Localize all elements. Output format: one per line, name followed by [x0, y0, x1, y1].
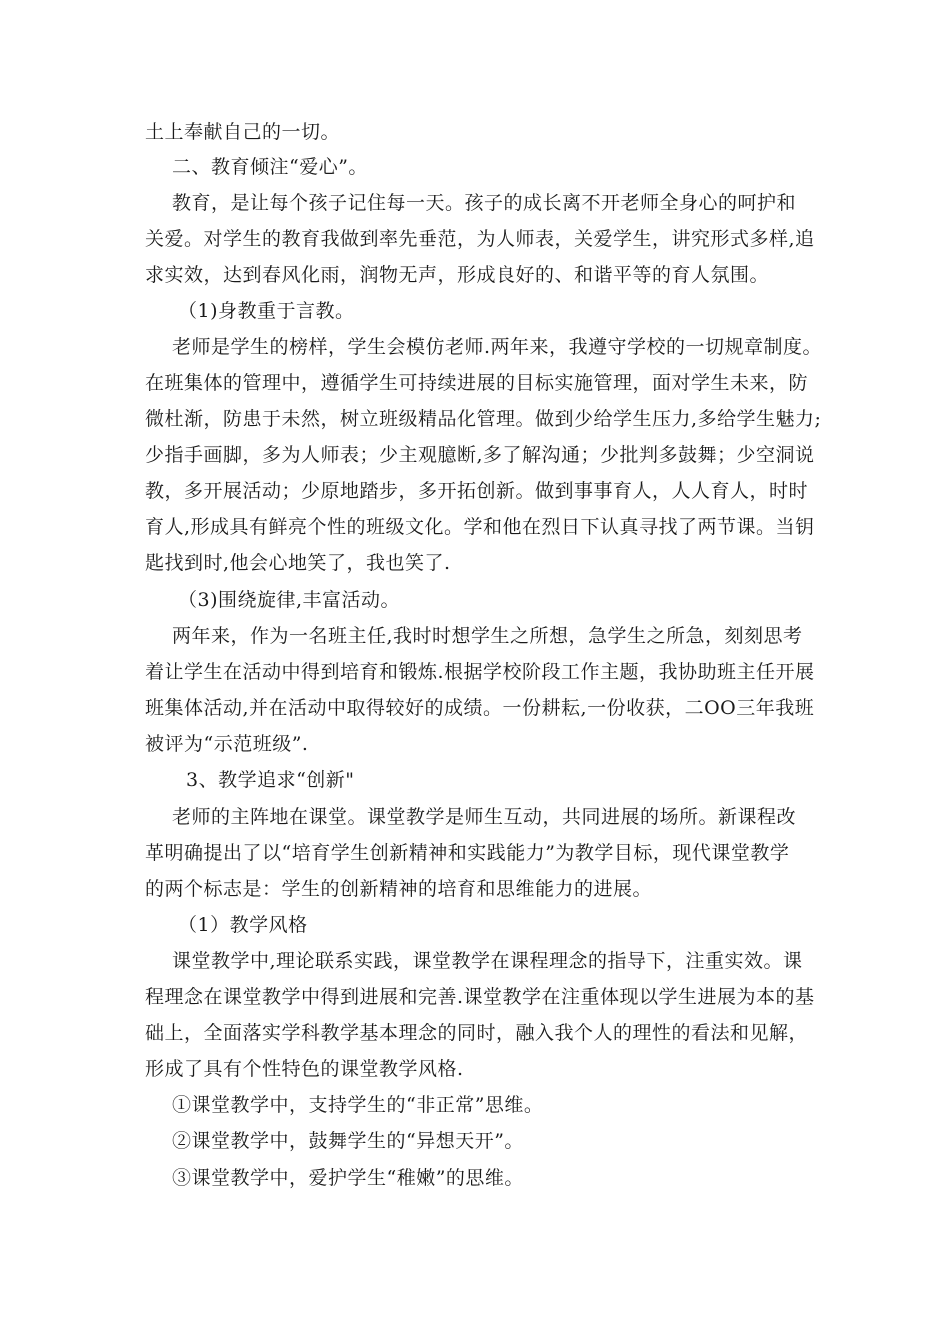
text-line: 教育，是让每个孩子记住每一天。孩子的成长离不开老师全身心的呵护和	[172, 192, 797, 214]
subsection-heading: （3)围绕旋律,丰富活动。	[178, 589, 401, 611]
text-line: 班集体活动,并在活动中取得较好的成绩。一份耕耘,一份收获，二OO三年我班	[145, 697, 815, 719]
text-line: 关爱。对学生的教育我做到率先垂范，为人师表，关爱学生，讲究形式多样,追	[145, 228, 815, 250]
text-line: 微杜渐，防患于未然，树立班级精品化管理。做到少给学生压力,多给学生魅力;	[145, 408, 822, 430]
text-line: 被评为“示范班级”.	[145, 733, 309, 755]
text-line: 革明确提出了以“培育学生创新精神和实践能力”为教学目标，现代课堂教学	[145, 842, 790, 864]
text-line: 教，多开展活动；少原地踏步，多开拓创新。做到事事育人，人人育人，时时	[145, 480, 809, 502]
list-item: ③课堂教学中，爱护学生“稚嫩”的思维。	[172, 1167, 524, 1189]
subsection-heading: （1）教学风格	[178, 914, 308, 936]
section-heading: 3、教学追求“创新"	[186, 769, 355, 791]
text-line: 形成了具有个性特色的课堂教学风格.	[145, 1058, 464, 1080]
text-line: 老师的主阵地在课堂。课堂教学是师生互动，共同进展的场所。新课程改	[172, 806, 797, 828]
text-line: 课堂教学中,理论联系实践，课堂教学在课程理念的指导下，注重实效。课	[172, 950, 803, 972]
text-line: 两年来，作为一名班主任,我时时想学生之所想，急学生之所急，刻刻思考	[172, 625, 803, 647]
text-line: 求实效，达到春风化雨，润物无声，形成良好的、和谐平等的育人氛围。	[145, 264, 770, 286]
subsection-heading: （1)身教重于言教。	[178, 300, 355, 322]
text-line: 的两个标志是：学生的创新精神的培育和思维能力的进展。	[145, 878, 653, 900]
text-line: 育人,形成具有鲜亮个性的班级文化。学和他在烈日下认真寻找了两节课。当钥	[145, 516, 815, 538]
text-line: 在班集体的管理中，遵循学生可持续进展的目标实施管理，面对学生未来，防	[145, 372, 809, 394]
text-line: 少指手画脚，多为人师表；少主观臆断,多了解沟通；少批判多鼓舞；少空洞说	[145, 444, 815, 466]
section-heading: 二、教育倾注“爱心”。	[172, 156, 368, 178]
list-item: ②课堂教学中，鼓舞学生的“异想天开”。	[172, 1130, 524, 1152]
text-line: 匙找到时,他会心地笑了，我也笑了.	[145, 552, 451, 574]
text-line: 土上奉献自己的一切。	[145, 121, 341, 143]
text-line: 础上，全面落实学科教学基本理念的同时，融入我个人的理性的看法和见解，	[145, 1022, 809, 1044]
list-item: ①课堂教学中，支持学生的“非正常”思维。	[172, 1094, 544, 1116]
text-line: 老师是学生的榜样，学生会模仿老师.两年来，我遵守学校的一切规章制度。	[172, 336, 823, 358]
text-line: 程理念在课堂教学中得到进展和完善.课堂教学在注重体现以学生进展为本的基	[145, 986, 815, 1008]
text-line: 着让学生在活动中得到培育和锻炼.根据学校阶段工作主题，我协助班主任开展	[145, 661, 815, 683]
